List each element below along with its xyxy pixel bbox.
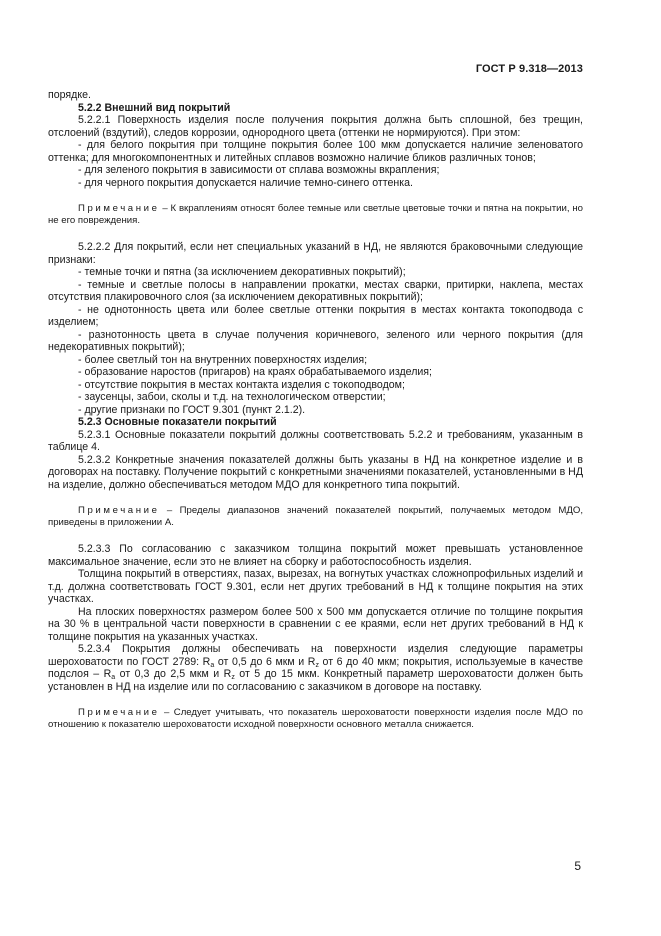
note — [48, 203, 583, 227]
list-item: - не однотонность цвета или более светлые оттенки покрытия в местах контакта токоподвода с изделием; — [48, 303, 583, 328]
list-item: - более светлый тон на внутренних поверхностях изделия; — [78, 353, 368, 366]
paragraph: 5.2.2.2 Для покрытий, если нет специальных указаний в НД, не являются браковочными следующие признаки: — [48, 241, 583, 266]
section-heading: 5.2.2 Внешний вид покрытий — [78, 101, 231, 114]
list-item: - отсутствие покрытия в местах контакта изделия с токоподводом; — [78, 378, 405, 391]
text-run: 5.2.3.4 Покрытия должны обеспечивать на поверхности изделия следующие параметры шероховатости по ГОСТ 2789: R — [48, 643, 583, 668]
document-header: ГОСТ Р 9.318—2013 — [475, 63, 583, 75]
list-item: - другие признаки по ГОСТ 9.301 (пункт 2.1.2). — [78, 403, 306, 416]
list-item: - для черного покрытия допускается наличие темно-синего оттенка. — [78, 176, 413, 189]
paragraph: порядке. — [48, 89, 91, 101]
list-item: - темные и светлые полосы в направлении прокатки, местах сварки, притирки, наклепа, местах отсутствия плакировочного слоя (за исключением декоративных покрытий); — [48, 278, 583, 303]
note-label: Примечание — [78, 203, 160, 214]
subscript: a — [111, 674, 116, 681]
section-heading: 5.2.3 Основные показатели покрытий — [78, 416, 277, 428]
document-body — [48, 89, 583, 731]
paragraph: 5.2.2.1 Поверхность изделия после получения покрытия должна быть сплошной, без трещин, отслоений (вздутий), следов коррозии, однородного цвета (оттенки не нормируются). При этом: — [48, 114, 583, 139]
list-item: - темные точки и пятна (за исключением декоративных покрытий); — [78, 266, 406, 278]
text-run: от 5 до 15 мкм. Конкретный параметр шероховатости должен быть установлен в НД на изделие или по согласованию с заказчиком в договоре на поставку. — [48, 668, 583, 693]
paragraph: На плоских поверхностях размером более 500 x 500 мм допускается отличие по толщине покрытия на 30 % в центральной части поверхности в сравнении с ее краями, если нет других требований в НД к толщине покрытия на указанных участках. — [48, 605, 583, 643]
note-text: – Пределы диапазонов значений показателей покрытий, получаемых методом МДО, приведены в приложении А. — [48, 505, 583, 528]
list-item: - для зеленого покрытия в зависимости от сплава возможны вкрапления; — [78, 164, 440, 176]
note-label: Примечание — [78, 707, 160, 718]
paragraph: Толщина покрытий в отверстиях, пазах, вырезах, на вогнутых участках сложнопрофильных изделий и т.д. должна соответствовать ГОСТ 9.301, если нет других требований в НД к толщине покрытия на этих участках. — [48, 568, 583, 605]
note — [48, 505, 583, 529]
list-item: - образование наростов (пригаров) на краях обрабатываемого изделия; — [78, 366, 432, 378]
subscript: z — [315, 661, 319, 669]
list-item: - разнотонность цвета в случае получения коричневого, зеленого или черного покрытия (для недекоративных покрытий); — [48, 328, 583, 353]
paragraph — [48, 643, 583, 693]
subscript: a — [210, 661, 215, 669]
page-number: 5 — [574, 859, 581, 873]
paragraph: 5.2.3.3 По согласованию с заказчиком толщина покрытий может превышать установленное максимальное значение, если это не влияет на сборку и работоспособность изделия. — [48, 543, 583, 568]
note-text: – К вкраплениям относят более темные или светлые цветовые точки и пятна на покрытии, но не его повреждения. — [48, 203, 583, 226]
note-label: Примечание — [78, 505, 160, 516]
note — [48, 707, 583, 731]
text-run: от 0,5 до 6 мкм и R — [214, 655, 316, 668]
text-run: от 0,3 до 2,5 мкм и R — [115, 668, 232, 680]
note-text: – Следует учитывать, что показатель шероховатости поверхности изделия после МДО по отношению к показателю шероховатости исходной поверхности основного металла снижается. — [48, 707, 583, 730]
text-run: от 6 до 40 мкм; покрытия, используемые в качестве подслоя – R — [48, 655, 583, 680]
paragraph: 5.2.3.2 Конкретные значения показателей должны быть указаны в НД на конкретное изделие и в договорах на поставку. Получение покрытий с конкретными значениями показателей, установленными в НД на изделие, должно обеспечиваться методом МДО для конкретного типа покрытий. — [48, 453, 583, 491]
list-item: - заусенцы, забои, сколы и т.д. на технологическом отверстии; — [78, 391, 386, 403]
subscript: z — [231, 674, 235, 681]
list-item: - для белого покрытия при толщине покрытия более 100 мкм допускается наличие зеленоватого оттенка; для многокомпонентных и литейных сплавов возможно наличие бликов различных тонов; — [48, 139, 583, 164]
paragraph: 5.2.3.1 Основные показатели покрытий должны соответствовать 5.2.2 и требованиям, указанным в таблице 4. — [48, 428, 583, 453]
